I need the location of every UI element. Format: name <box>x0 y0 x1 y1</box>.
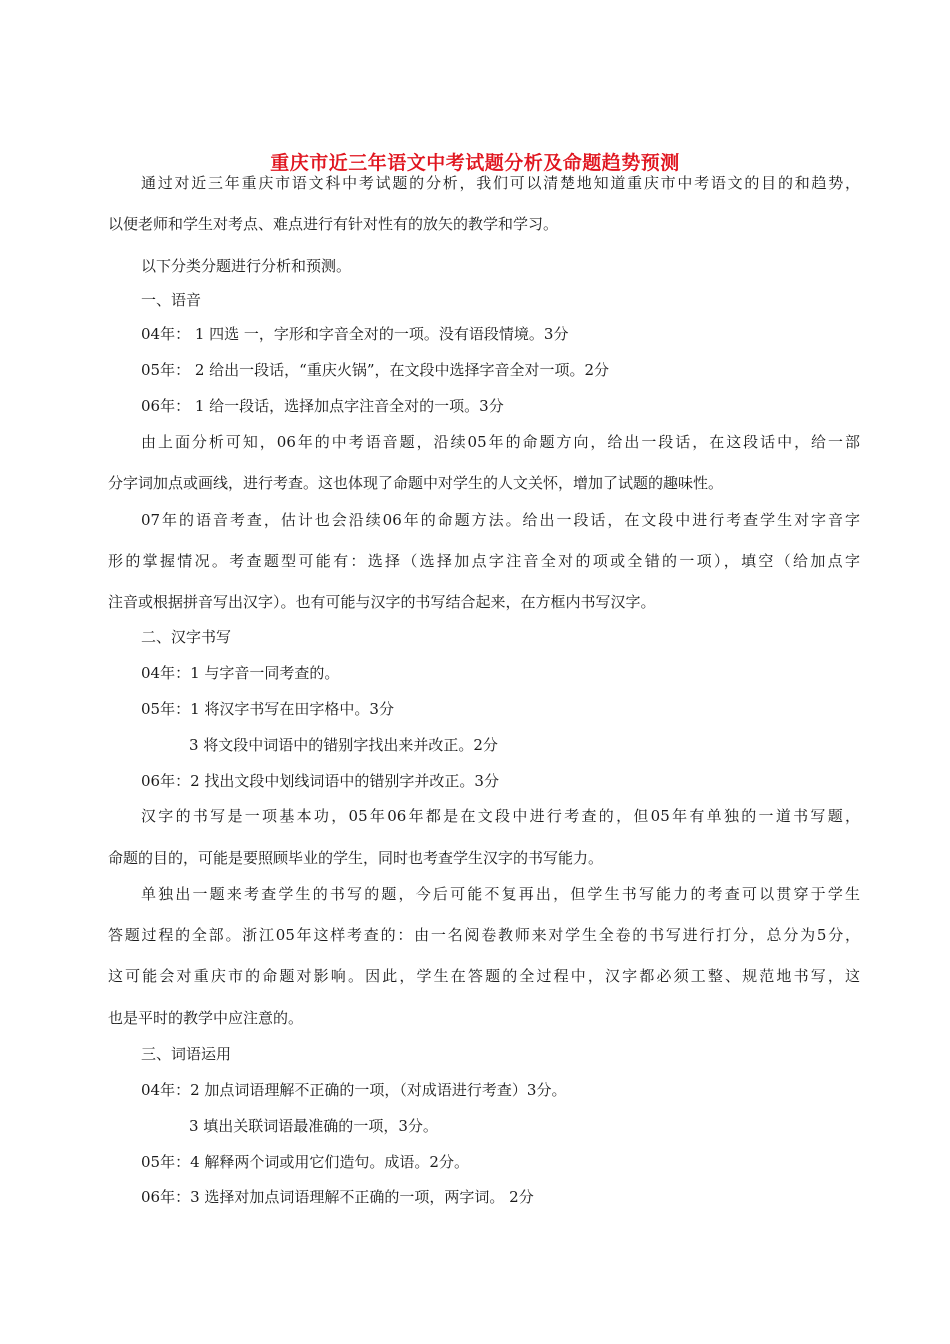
paragraph-line: 由上面分析可知，06年的中考语音题，沿续05年的命题方向，给出一段话，在这段话中，给一部 <box>141 433 860 451</box>
list-item: 05年：1 将汉字书写在田字格中。3分 <box>141 700 394 718</box>
paragraph-line: 也是平时的教学中应注意的。 <box>108 1009 304 1027</box>
list-item: 3 填出关联词语最准确的一项，3分。 <box>189 1117 438 1135</box>
document-title: 重庆市近三年语文中考试题分析及命题趋势预测 <box>270 152 680 174</box>
list-item: 06年：3 选择对加点词语理解不正确的一项，两字词。 2分 <box>141 1188 534 1206</box>
paragraph-line: 07年的语音考查，估计也会沿续06年的命题方法。给出一段话，在文段中进行考查学生对字音字 <box>141 511 860 529</box>
list-item: 06年：2 找出文段中划线词语中的错别字并改正。3分 <box>141 772 499 790</box>
paragraph-line: 以下分类分题进行分析和预测。 <box>141 257 352 275</box>
paragraph-line: 这可能会对重庆市的命题对影响。因此，学生在答题的全过程中，汉字都必须工整、规范地书写，这 <box>108 967 860 985</box>
list-item: 04年：1 与字音一同考查的。 <box>141 664 340 682</box>
section-heading-word-usage: 三、词语运用 <box>141 1045 232 1063</box>
section-heading-pronunciation: 一、语音 <box>141 291 202 309</box>
paragraph-line: 单独出一题来考查学生的书写的题，今后可能不复再出，但学生书写能力的考查可以贯穿于学生 <box>141 885 860 903</box>
paragraph-line: 答题过程的全部。浙江05年这样考查的：由一名阅卷教师来对学生全卷的书写进行打分，总分为5分， <box>108 926 860 944</box>
paragraph-line: 注音或根据拼音写出汉字）。也有可能与汉字的书写结合起来，在方框内书写汉字。 <box>108 593 656 611</box>
paragraph-line: 分字词加点或画线，进行考查。这也体现了命题中对学生的人文关怀，增加了试题的趣味性。 <box>108 474 724 492</box>
paragraph-line: 命题的目的，可能是要照顾毕业的学生，同时也考查学生汉字的书写能力。 <box>108 849 604 867</box>
paragraph-line: 通过对近三年重庆市语文科中考试题的分析，我们可以清楚地知道重庆市中考语文的目的和趋势， <box>141 174 860 192</box>
list-item: 3 将文段中词语中的错别字找出来并改正。2分 <box>189 736 498 754</box>
list-item: 05年： 2 给出一段话，“重庆火锅”，在文段中选择字音全对一项。2分 <box>141 361 610 379</box>
list-item: 05年：4 解释两个词或用它们造句。成语。2分。 <box>141 1153 469 1171</box>
list-item: 06年： 1 给一段话，选择加点字注音全对的一项。3分 <box>141 397 504 415</box>
section-heading-handwriting: 二、汉字书写 <box>141 628 232 646</box>
paragraph-line: 以便老师和学生对考点、难点进行有针对性有的放矢的教学和学习。 <box>108 215 559 233</box>
list-item: 04年：2 加点词语理解不正确的一项，（对成语进行考查）3分。 <box>141 1081 567 1099</box>
list-item: 04年： 1 四选 一，字形和字音全对的一项。没有语段情境。3分 <box>141 325 569 343</box>
paragraph-line: 形的掌握情况。考查题型可能有：选择（选择加点字注音全对的项或全错的一项），填空（给加点字 <box>108 552 860 570</box>
paragraph-line: 汉字的书写是一项基本功，05年06年都是在文段中进行考查的，但05年有单独的一道书写题， <box>141 807 860 825</box>
